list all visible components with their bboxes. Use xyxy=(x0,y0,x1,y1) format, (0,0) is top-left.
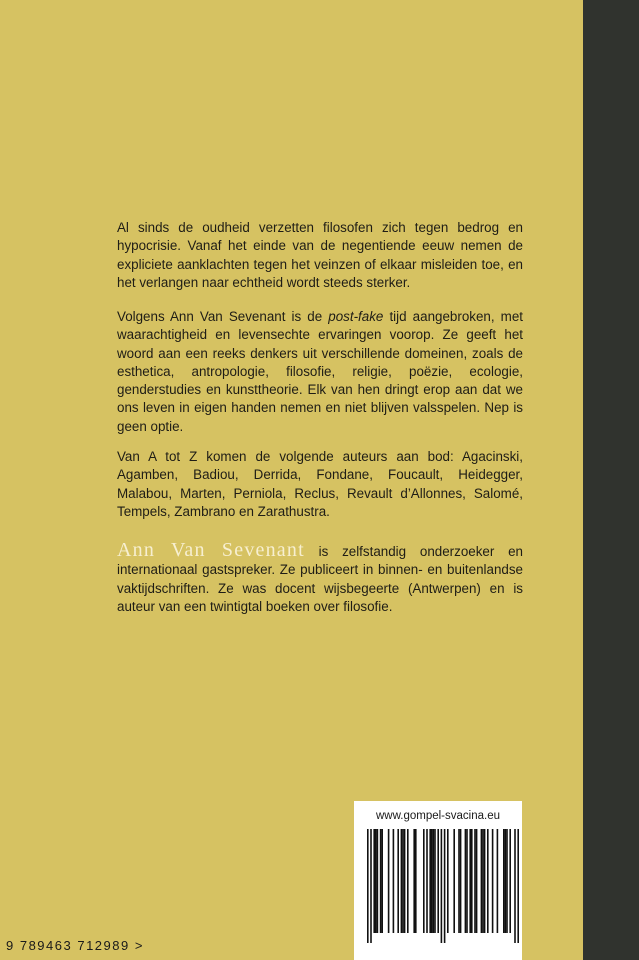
barcode-bar xyxy=(474,829,476,933)
barcode-bar xyxy=(471,829,473,933)
barcode-bar xyxy=(431,829,433,933)
barcode-bar xyxy=(465,829,467,933)
barcode-bar xyxy=(401,829,403,933)
author-bio-text: is zelfstandig onderzoeker en internationaal gastspreker. Ze publiceert in binnen- en buitenlandse vaktijdschriften. Ze was docent wijsbegeerte (Antwerpen) en is auteur van een twintigtal boeken over filosofie. xyxy=(117,544,523,614)
barcode-bar xyxy=(482,829,484,933)
barcode-bar xyxy=(441,829,443,943)
barcode-bar xyxy=(415,829,417,933)
barcode-bar xyxy=(377,829,379,933)
barcode-bar xyxy=(404,829,406,933)
barcode-bar xyxy=(503,829,505,933)
barcode-bar xyxy=(397,829,399,933)
author-name: Ann Van Sevenant xyxy=(117,539,305,561)
intro-text: Al sinds de oudheid verzetten filosofen zich tegen bedrog en hypocrisie. Vanaf het einde van de negentiende eeuw nemen de expliciete aanklachten tegen het veinzen of elkaar misleiden toe, en het verlangen naar echtheid wordt steeds sterker. xyxy=(117,220,523,290)
thesis-paragraph xyxy=(117,308,523,436)
isbn-barcode xyxy=(354,801,522,960)
book-spine xyxy=(583,0,639,960)
thesis-emphasis: post-fake xyxy=(328,309,384,324)
barcode-bar xyxy=(484,829,486,933)
barcode-bar xyxy=(466,829,468,933)
barcode-bar xyxy=(370,829,372,943)
barcode-bar xyxy=(505,829,507,933)
barcode-bar xyxy=(373,829,375,933)
intro-paragraph xyxy=(117,219,523,292)
barcode-bar xyxy=(393,829,395,933)
barcode-bar xyxy=(458,829,460,933)
barcode-bar xyxy=(447,829,449,933)
barcode-bar xyxy=(426,829,428,933)
barcode-bar xyxy=(487,829,489,933)
barcode-bar xyxy=(375,829,377,933)
barcode-bar xyxy=(481,829,483,933)
barcode-bar xyxy=(407,829,409,933)
thesis-text-start: Volgens Ann Van Sevenant is de xyxy=(117,309,329,324)
barcode-bar xyxy=(402,829,404,933)
barcode-bar xyxy=(492,829,494,933)
barcode-bar xyxy=(413,829,415,933)
barcode-panel xyxy=(354,801,522,960)
barcode-bar xyxy=(434,829,436,933)
authors-paragraph xyxy=(117,448,523,521)
barcode-bar xyxy=(460,829,462,933)
barcode-bar xyxy=(380,829,382,933)
thesis-text-end: tijd aangebroken, met waarachtigheid en levensechte ervaringen voorop. Ze geeft het woord aan een reeks denkers uit verschillende domeinen, zoals de esthetica, antropologie, filosofie, religie, poëzie, ecologie, genderstudies en kunsttheorie. Elk van hen dringt erop aan dat we ons leven in eigen handen nemen en niet blijven valsspelen. Nep is geen optie. xyxy=(117,309,523,434)
barcode-bar xyxy=(423,829,425,933)
authors-text: Van A tot Z komen de volgende auteurs aan bod: Agacinski, Agamben, Badiou, Derrida, Fondane, Foucault, Heidegger, Malabou, Marten, Perniola, Reclus, Revault d’Allonnes, Salomé, Tempels, Zambrano en Zarathustra. xyxy=(117,449,523,519)
publisher-url: www.gompel-svacina.eu xyxy=(375,810,500,822)
barcode-bar xyxy=(497,829,499,933)
barcode-bar xyxy=(367,829,369,943)
barcode-bar xyxy=(444,829,446,943)
barcode-bar xyxy=(476,829,478,933)
barcode-bar xyxy=(453,829,455,933)
barcode-bar xyxy=(429,829,431,933)
barcode-bar xyxy=(381,829,383,933)
barcode-bar xyxy=(517,829,519,943)
barcode-bar xyxy=(506,829,508,933)
barcode-bar xyxy=(388,829,390,933)
author-bio xyxy=(117,541,523,616)
barcode-bar xyxy=(437,829,439,933)
barcode-bar xyxy=(509,829,511,933)
isbn-digits: 9 789463 712989 > xyxy=(6,938,144,953)
barcode-bar xyxy=(469,829,471,933)
barcode-bar xyxy=(514,829,516,943)
barcode-bar xyxy=(433,829,435,933)
